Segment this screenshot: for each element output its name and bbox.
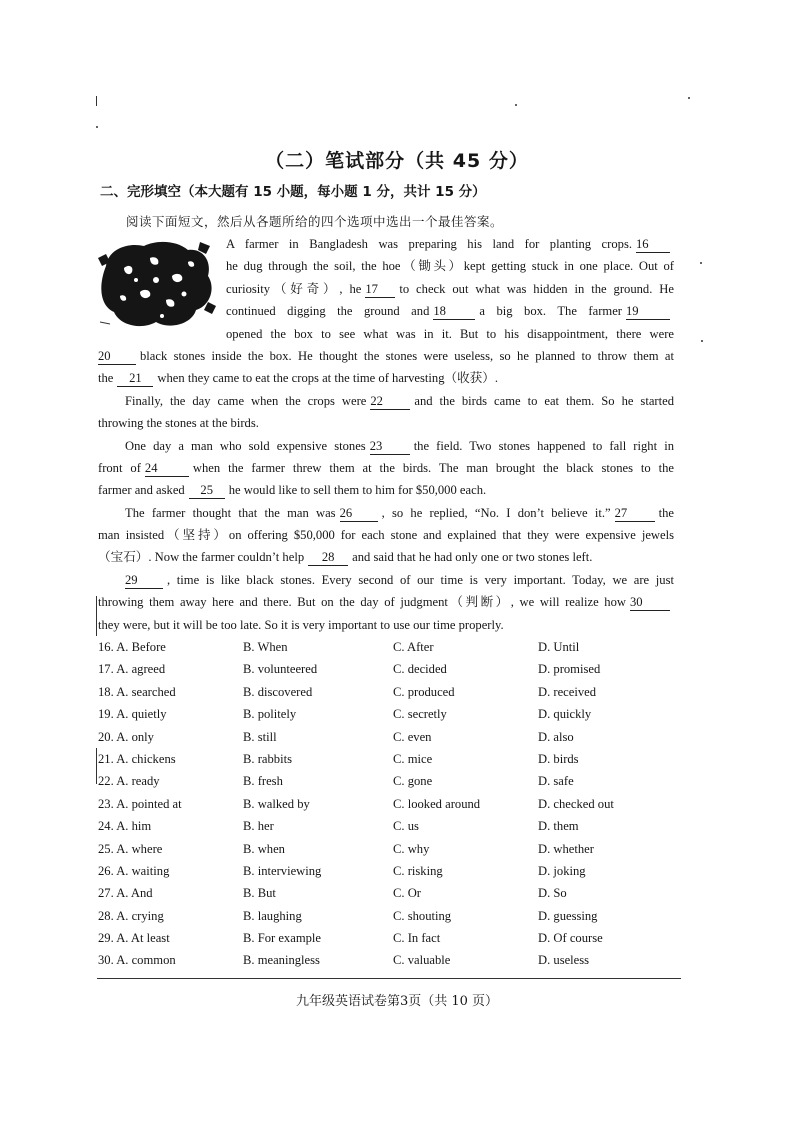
blank-18: 18 — [433, 304, 475, 320]
blank-26: 26 — [340, 506, 378, 522]
blank-27: 27 — [615, 506, 655, 522]
passage-text: （宝石）. Now the farmer couldn’t help — [98, 550, 305, 565]
option-c: C. In fact — [393, 931, 441, 946]
blank-21: 21 — [117, 371, 153, 387]
option-b: B. still — [243, 729, 277, 744]
passage-text: , so he replied, “No. I don’t believe it.” — [381, 505, 611, 520]
blank-29: 29 — [125, 573, 163, 589]
blank-24: 24 — [145, 461, 189, 477]
option-c: C. shouting — [393, 908, 452, 923]
passage-text: to check out what was hidden in the ground. He — [399, 281, 674, 296]
blank-16: 16 — [636, 237, 670, 253]
passage-line — [98, 255, 674, 277]
option-row-22 — [98, 770, 688, 792]
passage-text: One day a man who sold expensive stones — [125, 438, 366, 453]
scan-speck — [688, 97, 690, 99]
option-d: D. So — [538, 886, 567, 901]
option-row-17 — [98, 658, 688, 680]
passage-line — [98, 233, 674, 255]
passage-line — [98, 614, 674, 636]
option-a: 18. A. searched — [98, 684, 176, 699]
option-b: B. meaningless — [243, 953, 320, 968]
option-d: D. guessing — [538, 908, 598, 923]
passage-line — [98, 569, 674, 591]
passage-text: he dug through the soil, the hoe（锄头）kept getting stuck in one place. Out of — [226, 259, 674, 274]
option-d: D. also — [538, 729, 574, 744]
passage-line — [98, 524, 674, 546]
option-row-18 — [98, 681, 688, 703]
blank-20: 20 — [98, 349, 136, 365]
passage-text: man insisted（坚持）on offering $50,000 for each stone and explained that they were expensive jewels — [98, 528, 674, 543]
option-c: C. mice — [393, 751, 433, 766]
option-d: D. Of course — [538, 931, 603, 946]
option-d: D. joking — [538, 863, 586, 878]
option-a: 29. A. At least — [98, 931, 170, 946]
passage-text: a big box. The farmer — [479, 304, 622, 319]
passage-text: opened the box to see what was in it. But to his disappointment, there were — [226, 326, 674, 341]
passage-text: , time is like black stones. Every second of our time is very important. Today, we are just — [167, 572, 674, 587]
passage-line — [98, 278, 674, 300]
blank-19: 19 — [626, 304, 670, 320]
passage-line — [98, 412, 674, 434]
option-c: C. decided — [393, 662, 447, 677]
passage-text: farmer and asked — [98, 483, 185, 498]
scan-speck — [701, 340, 703, 342]
option-b: B. But — [243, 886, 276, 901]
option-d: D. promised — [538, 662, 601, 677]
option-c: C. produced — [393, 684, 455, 699]
passage-text: black stones inside the box. He thought the stones were useless, so he planned to throw them at — [140, 348, 674, 363]
option-d: D. received — [538, 684, 597, 699]
blank-17: 17 — [365, 282, 395, 298]
option-row-26 — [98, 860, 688, 882]
passage-text: he would like to sell them to him for $50,000 each. — [228, 483, 487, 498]
option-c: C. risking — [393, 863, 443, 878]
option-row-21 — [98, 748, 688, 770]
option-b: B. For example — [243, 931, 321, 946]
option-b: B. laughing — [243, 908, 302, 923]
passage-text: throwing them away here and there. But on the day of judgment（判断）, we will realize how — [98, 595, 626, 610]
scan-mark — [96, 748, 97, 784]
passage-text: when they came to eat the crops at the time of harvesting（收获）. — [157, 371, 499, 386]
option-b: B. walked by — [243, 796, 310, 811]
option-a: 17. A. agreed — [98, 662, 166, 677]
option-c: C. After — [393, 640, 434, 654]
option-d: D. Until — [538, 640, 580, 654]
option-c: C. looked around — [393, 796, 481, 811]
passage-text: the field. Two stones happened to fall right in — [413, 438, 674, 453]
cloze-passage — [98, 233, 674, 636]
passage-text: the — [98, 371, 114, 386]
option-d: D. safe — [538, 774, 574, 789]
scan-speck — [515, 104, 517, 106]
passage-line — [98, 479, 674, 501]
option-a: 26. A. waiting — [98, 863, 170, 878]
option-a: 24. A. him — [98, 819, 152, 834]
option-a: 30. A. common — [98, 953, 176, 968]
option-row-28 — [98, 905, 688, 927]
option-a: 16. A. Before — [98, 640, 166, 654]
option-row-24 — [98, 815, 688, 837]
passage-text: curiosity（好奇）, he — [226, 281, 362, 296]
option-c: C. valuable — [393, 953, 451, 968]
passage-line — [98, 457, 674, 479]
option-c: C. even — [393, 729, 432, 744]
option-b: B. rabbits — [243, 751, 292, 766]
passage-line — [98, 546, 674, 568]
option-b: B. politely — [243, 707, 297, 722]
answer-options — [98, 636, 688, 972]
passage-text: A farmer in Bangladesh was preparing his land for planting crops. — [226, 237, 632, 251]
passage-text: throwing the stones at the birds. — [98, 416, 259, 431]
passage-line — [98, 323, 674, 345]
blank-25: 25 — [189, 483, 225, 499]
option-a: 27. A. And — [98, 886, 153, 901]
passage-text: and the birds came to eat them. So he started — [414, 393, 675, 408]
passage-line — [98, 435, 674, 457]
passage-text: and said that he had only one or two stones left. — [352, 550, 593, 565]
option-b: B. volunteered — [243, 662, 318, 677]
option-a: 25. A. where — [98, 841, 163, 856]
scan-speck — [700, 262, 702, 264]
option-a: 23. A. pointed at — [98, 796, 182, 811]
option-d: D. quickly — [538, 707, 592, 722]
instructions: 阅读下面短文，然后从各题所给的四个选项中选出一个最佳答案。 — [126, 214, 504, 229]
option-d: D. checked out — [538, 796, 614, 811]
option-c: C. secretly — [393, 707, 447, 722]
option-row-19 — [98, 703, 688, 725]
passage-line — [98, 300, 674, 322]
passage-line — [98, 502, 674, 524]
section-title: （二）笔试部分（共 45 分） — [265, 150, 529, 172]
blank-22: 22 — [370, 394, 410, 410]
option-a: 20. A. only — [98, 729, 154, 744]
option-c: C. why — [393, 841, 430, 856]
option-c: C. gone — [393, 774, 433, 789]
scan-mark — [96, 596, 97, 636]
passage-text: they were, but it will be too late. So it is very important to use our time properly. — [98, 617, 504, 632]
scan-mark — [96, 96, 97, 106]
passage-line — [98, 390, 674, 412]
footer-divider — [97, 978, 681, 979]
passage-text: the — [658, 505, 675, 520]
option-d: D. useless — [538, 953, 590, 968]
option-d: D. whether — [538, 841, 594, 856]
option-row-27 — [98, 882, 688, 904]
page-footer: 九年级英语试卷第3页（共 10 页） — [295, 994, 499, 1009]
passage-text: continued digging the ground and — [226, 304, 430, 319]
section-heading: 二、完形填空（本大题有 15 小题，每小题 1 分，共计 15 分） — [100, 184, 486, 200]
passage-line — [98, 367, 674, 389]
option-row-16 — [98, 636, 688, 658]
scan-speck — [96, 126, 98, 128]
option-b: B. her — [243, 819, 274, 834]
option-b: B. interviewing — [243, 863, 322, 878]
passage-text: Finally, the day came when the crops were — [125, 393, 367, 408]
blank-30: 30 — [630, 595, 670, 611]
option-d: D. birds — [538, 751, 579, 766]
option-c: C. Or — [393, 886, 421, 901]
option-b: B. When — [243, 640, 288, 654]
option-row-23 — [98, 793, 688, 815]
option-c: C. us — [393, 819, 419, 834]
option-a: 28. A. crying — [98, 908, 164, 923]
passage-line — [98, 591, 674, 613]
passage-text: when the farmer threw them at the birds. The man brought the black stones to the — [192, 460, 674, 475]
option-a: 22. A. ready — [98, 774, 160, 789]
option-row-20 — [98, 726, 688, 748]
option-d: D. them — [538, 819, 579, 834]
option-b: B. discovered — [243, 684, 313, 699]
blank-28: 28 — [308, 550, 348, 566]
option-row-30 — [98, 949, 688, 971]
blank-23: 23 — [370, 439, 410, 455]
option-row-25 — [98, 838, 688, 860]
passage-line — [98, 345, 674, 367]
option-a: 21. A. chickens — [98, 751, 176, 766]
option-a: 19. A. quietly — [98, 707, 167, 722]
option-row-29 — [98, 927, 688, 949]
option-b: B. fresh — [243, 774, 283, 789]
passage-text: front of — [98, 460, 141, 475]
option-b: B. when — [243, 841, 285, 856]
passage-text: The farmer thought that the man was — [125, 505, 336, 520]
